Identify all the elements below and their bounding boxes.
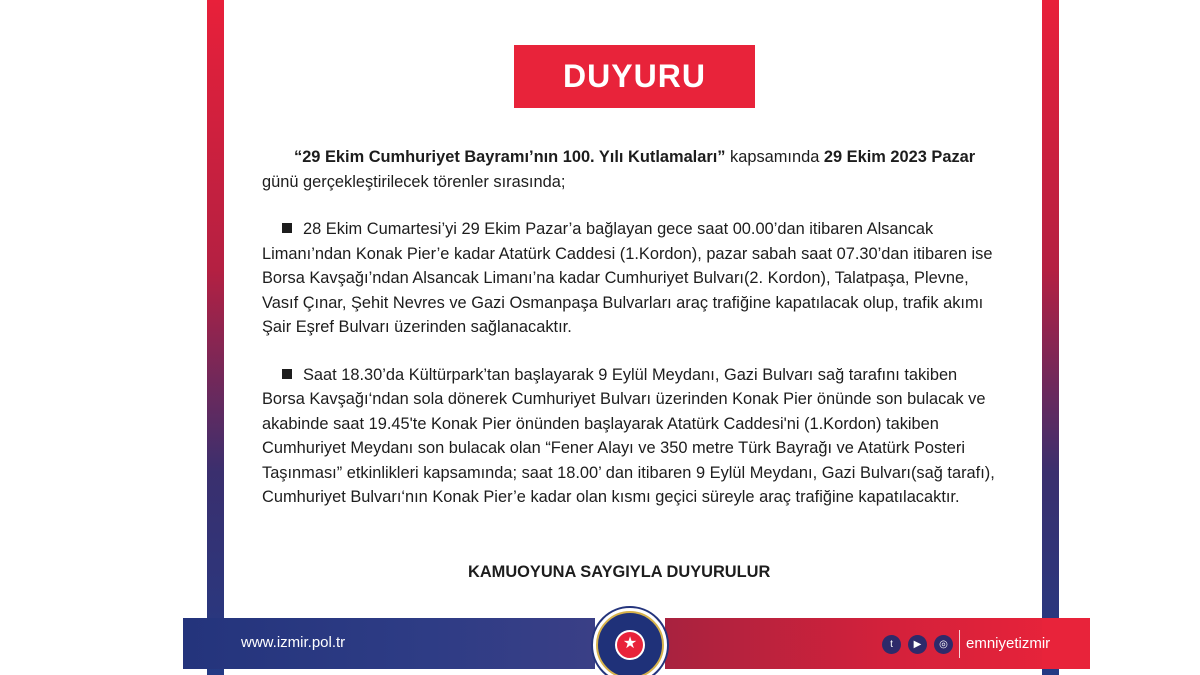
closing-statement: KAMUOYUNA SAYGIYLA DUYURULUR (468, 563, 771, 581)
intro-rest: günü gerçekleştirilecek törenler sırasında; (262, 172, 566, 191)
intro-mid: kapsamında (725, 148, 824, 166)
youtube-icon[interactable]: ▶ (908, 635, 927, 654)
intro-paragraph (262, 145, 1002, 194)
square-bullet-icon (282, 369, 292, 379)
intro-quote: “29 Ekim Cumhuriyet Bayramı’nın 100. Yılı Kutlamaları” (294, 148, 726, 166)
website-link[interactable]: www.izmir.pol.tr (241, 634, 346, 651)
bullet-text-1: 28 Ekim Cumartesi’yi 29 Ekim Pazar’a bağlayan gece saat 00.00’dan itibaren Alsancak Limanı’ndan Konak Pier’e kadar Atatürk Caddesi (1.Kordon), pazar sabah saat 07.30’dan itibaren ise Borsa Kavşağı’ndan Alsancak Limanı’na kadar Cumhuriyet Bulvarı(2. Kordon), Talatpaşa, Plevne, Vasıf Çınar, Şehit Nevres ve Gazi Osmanpaşa Bulvarları araç trafiğine kapatılacak olup, trafik akımı Şair Eşref Bulvarı üzerinden sağlanacaktır. (262, 220, 993, 336)
instagram-icon[interactable]: ◎ (934, 635, 953, 654)
left-border-bar (207, 0, 224, 675)
announcement-title: DUYURU (514, 45, 755, 108)
square-bullet-icon (282, 223, 292, 233)
right-border-bar (1042, 0, 1059, 675)
bullet-paragraph-2 (262, 363, 1002, 510)
intro-date: 29 Ekim 2023 Pazar (823, 148, 976, 166)
bullet-paragraph-1 (262, 217, 1002, 340)
bullet-text-2: Saat 18.30’da Kültürpark’tan başlayarak 9 Eylül Meydanı, Gazi Bulvarı sağ tarafını takiben Borsa Kavşağı‘ndan sola dönerek Cumhuriyet Bulvarı üzerinden Konak Pier önünde son bulacak ve akabinde saat 19.45'te Konak Pier önünden başlayarak Atatürk Caddesi'ni (1.Kordon) takiben Cumhuriyet Meydanı son bulacak olan “Fener Alayı ve 350 metre Türk Bayrağı ve Atatürk Posteri Taşınması” etkinlikleri kapsamında; saat 18.00’ dan itibaren 9 Eylül Meydanı, Gazi Bulvarı(sağ tarafı), Cumhuriyet Bulvarı‘nın Konak Pier’e kadar olan kısmı geçici süreyle araç trafiğine kapatılacaktır. (262, 365, 995, 506)
social-handle[interactable]: emniyetizmir (966, 635, 1051, 652)
footer-divider (959, 630, 960, 658)
twitter-icon[interactable]: t (882, 635, 901, 654)
announcement-body (262, 145, 1002, 510)
police-emblem-icon (591, 606, 669, 675)
